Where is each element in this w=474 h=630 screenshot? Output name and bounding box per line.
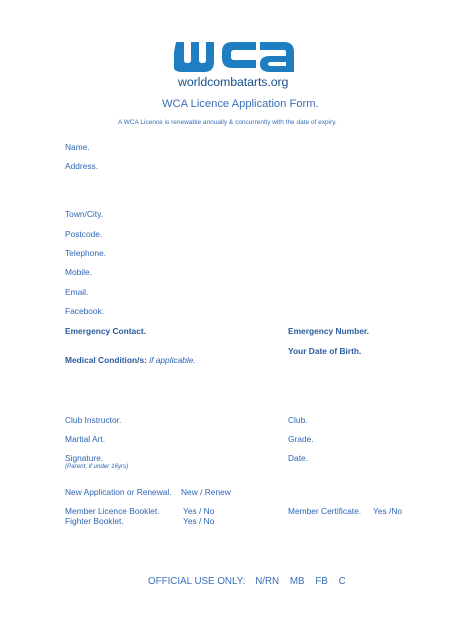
date-label: Date. <box>288 453 309 463</box>
logo-url-text: worldcombatarts.org <box>178 75 289 89</box>
code-n-rn: N/RN <box>255 576 280 587</box>
martial-art-label: Martial Art. <box>65 434 106 444</box>
code-fb: FB <box>315 576 328 587</box>
fighter-booklet-label: Fighter Booklet. <box>65 516 124 526</box>
telephone-label: Telephone. <box>65 248 106 258</box>
postcode-label: Postcode. <box>65 229 103 239</box>
application-type-label: New Application or Renewal. <box>65 487 172 497</box>
medical-condition <box>65 355 196 365</box>
licence-booklet-options[interactable]: Yes / No <box>183 506 215 516</box>
code-c: C <box>338 576 346 587</box>
town-label: Town/City. <box>65 209 104 219</box>
email-label: Email. <box>65 287 89 297</box>
official-use-row <box>148 576 346 587</box>
fighter-booklet-options[interactable]: Yes / No <box>183 516 215 526</box>
emergency-contact-label: Emergency Contact. <box>65 326 146 336</box>
name-label: Name. <box>65 142 90 152</box>
mobile-label: Mobile. <box>65 267 92 277</box>
medical-condition-note: if applicable. <box>149 355 196 365</box>
member-certificate-options[interactable]: Yes /No <box>373 506 403 516</box>
grade-label: Grade. <box>288 434 314 444</box>
licence-booklet-label: Member Licence Booklet. <box>65 506 160 516</box>
form-title: WCA Licence Application Form. <box>162 98 319 110</box>
medical-condition-label: Medical Condition/s: <box>65 355 147 365</box>
code-mb: MB <box>289 576 305 587</box>
wca-logo <box>174 38 300 92</box>
emergency-number-label: Emergency Number. <box>288 326 369 336</box>
application-type-options[interactable]: New / Renew <box>181 487 231 497</box>
form-subtitle: A WCA Licence is renewable annually & concurrently with the date of expiry. <box>118 119 337 126</box>
official-use-label: OFFICIAL USE ONLY: <box>148 576 246 587</box>
signature-label: Signature. <box>65 453 104 463</box>
club-instructor-label: Club Instructor. <box>65 415 122 425</box>
facebook-label: Facebook. <box>65 306 105 316</box>
signature-note: (Parent. if under 16yrs) <box>65 463 129 470</box>
member-certificate-label: Member Certificate. <box>288 506 362 516</box>
date-of-birth-label: Your Date of Birth. <box>288 346 362 356</box>
club-label: Club. <box>288 415 308 425</box>
address-label: Address. <box>65 161 99 171</box>
